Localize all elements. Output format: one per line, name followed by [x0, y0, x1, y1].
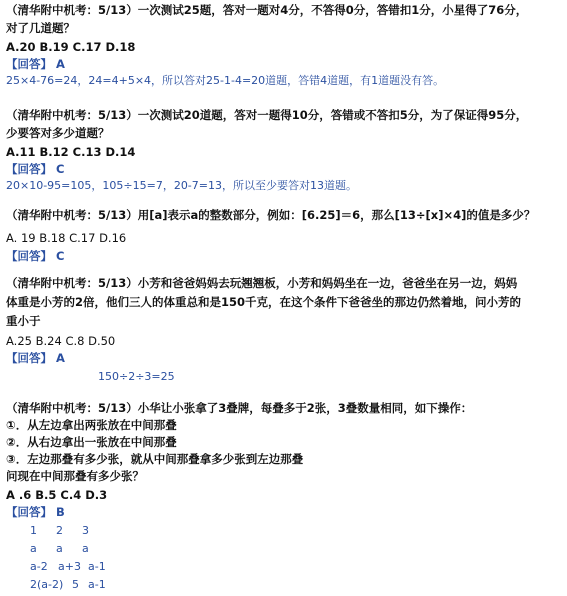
work-cell: a-1 [88, 560, 106, 573]
answer-label: 【回答】 C [6, 249, 65, 263]
answer-options: A.25 B.24 C.8 D.50 [6, 334, 116, 348]
answer-label: 【回答】 C [6, 162, 65, 176]
work-cell: 2 [56, 524, 63, 537]
question-text-line: 重小于 [6, 314, 41, 328]
step-item: ②．从右边拿出一张放在中间那叠 [6, 435, 177, 449]
question-text-line: 问现在中间那叠有多少张？ [6, 469, 144, 483]
solution-text: 150÷2÷3=25 [98, 370, 175, 383]
work-cell: a-1 [88, 578, 106, 591]
step-item: ①．从左边拿出两张放在中间那叠 [6, 418, 177, 432]
answer-options: A .6 B.5 C.4 D.3 [6, 488, 108, 502]
step-item: ③．左边那叠有多少张，就从中间那叠拿多少张到左边那叠 [6, 452, 304, 466]
answer-options: A.11 B.12 C.13 D.14 [6, 145, 136, 159]
question-text-line: （清华附中机考：5/13）一次测试25题，答对一题对4分，不答得0分，答错扣1分，小星得了76分， [6, 3, 528, 17]
question-text-line: （清华附中机考：5/13）小华让小张拿了3叠牌，每叠多于2张，3叠数量相同，如下操作： [6, 401, 473, 415]
question-text-line: 对了几道题？ [6, 21, 75, 35]
work-cell: a-2 [30, 560, 48, 573]
work-table-row [30, 577, 106, 593]
question-text-line: （清华附中机考：5/13）小芳和爸爸妈妈去玩翘翘板，小芳和妈妈坐在一边，爸爸坐在另一边，妈妈 [6, 276, 518, 290]
answer-label: 【回答】 A [6, 351, 65, 365]
solution-text: 25×4-76=24，24=4+5×4，所以答对25-1-4=20道题，答错4道题，有1道题没有答。 [6, 74, 445, 87]
work-cell: 5 [72, 578, 79, 591]
solution-text: 20×10-95=105，105÷15=7，20-7=13，所以至少要答对13道题。 [6, 179, 357, 192]
work-cell: a [56, 542, 63, 555]
answer-options: A.20 B.19 C.17 D.18 [6, 40, 136, 54]
question-text-line: （清华附中机考：5/13）用[a]表示a的整数部分，例如：[6.25]＝6，那么[13÷[x]×4]的值是多少？ [6, 208, 536, 222]
question-text-line: 少要答对多少道题？ [6, 126, 110, 140]
answer-options: A. 19 B.18 C.17 D.16 [6, 231, 127, 245]
answer-label: 【回答】 A [6, 57, 65, 71]
work-cell: a [82, 542, 89, 555]
work-cell: a [30, 542, 37, 555]
question-text-line: 体重是小芳的2倍，他们三人的体重总和是150千克，在这个条件下爸爸坐的那边仍然着地，问小芳的 [6, 295, 522, 309]
answer-label: 【回答】 B [6, 505, 65, 519]
work-table-row [30, 541, 89, 557]
work-table-row [30, 523, 89, 539]
work-cell: a+3 [58, 560, 81, 573]
work-cell: 1 [30, 524, 37, 537]
work-table-row [30, 559, 106, 575]
work-cell: 2(a-2) [30, 578, 64, 591]
work-cell: 3 [82, 524, 89, 537]
question-text-line: （清华附中机考：5/13）一次测试20道题，答对一题得10分，答错或不答扣5分，为了保证得95分， [6, 108, 528, 122]
